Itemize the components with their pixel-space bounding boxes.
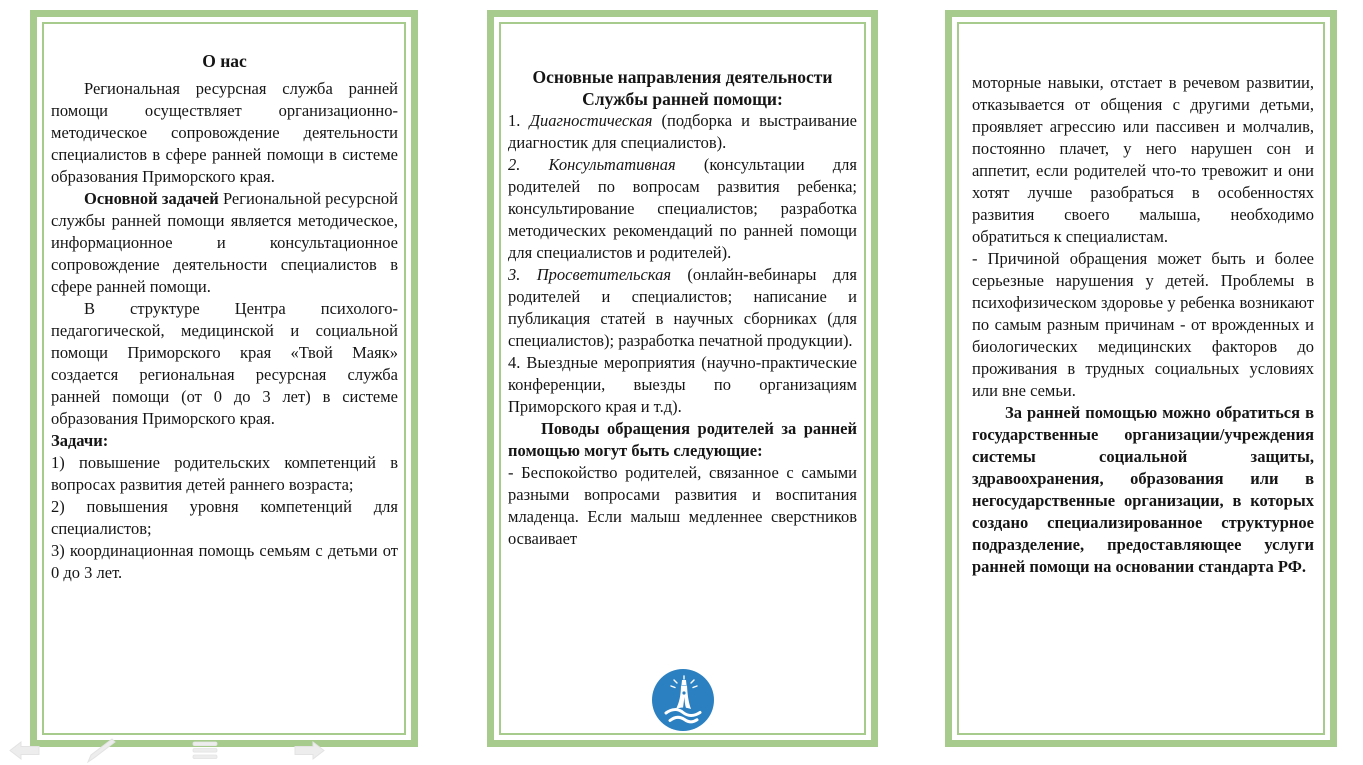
next-arrow-icon[interactable] (292, 740, 326, 761)
task-item-1: 1) повышение родительских компетенций в вопросах развития детей раннего возраста; (51, 453, 398, 494)
brochure-panel-about (30, 10, 418, 747)
lighthouse-logo-icon (652, 669, 714, 731)
task-item-2: 2) повышения уровня компетенций для специалистов; (51, 497, 398, 538)
panel-directions-content (499, 22, 866, 735)
pen-icon[interactable] (86, 738, 118, 764)
brochure-panel-contacts (945, 10, 1337, 747)
direction-item-2 (508, 154, 857, 264)
contacts-paragraph-2: - Причиной обращения может быть и более серьезные нарушения у детей. Проблемы в психофизическом здоровье у ребенка возникают по самым разным причинам - от врожденных и биологических медицинских факторов до проживания в трудных социальных условиях или вне семьи. (972, 249, 1314, 400)
direction-item-3-number: 3. (508, 265, 521, 284)
direction-item-3-term: Просветительская (536, 265, 672, 284)
reasons-title: Поводы обращения родителей за ранней помощью могут быть следующие: (508, 419, 857, 460)
contacts-paragraph-1: моторные навыки, отстает в речевом развитии, отказывается от общения с другими детьми, проявляет агрессию или пассивен и молчалив, постоянно плачет, у него нарушен сон и аппетит, если родителей что-то тревожит и они хотят лучше разобраться в особенностях развития своего малыша, необходимо обратиться к специалистам. (972, 73, 1314, 246)
panel-contacts-content (957, 22, 1325, 735)
directions-title-line1: Основные направления деятельности (532, 67, 833, 87)
reason-item: - Беспокойство родителей, связанное с самыми разными вопросами развития и воспитания младенца. Если малыш медленнее сверстников осваивает (508, 463, 857, 548)
brochure-panel-directions (487, 10, 878, 747)
about-paragraph-1: Региональная ресурсная служба ранней помощи осуществляет организационно-методическое сопровождение деятельности специалистов в сфере ранней помощи в системе образования Приморского края. (51, 79, 398, 186)
direction-item-1-number: 1. (508, 111, 521, 130)
tasks-label: Задачи: (51, 431, 109, 450)
about-paragraph-3: В структуре Центра психолого-педагогической, медицинской и социальной помощи Приморского края «Твой Маяк» создается региональная ресурсная служба ранней помощи (от 0 до 3 лет) в системе образования Приморского края. (51, 299, 398, 428)
directions-title-line2: Службы ранней помощи: (582, 89, 783, 109)
direction-item-3-text: (онлайн-вебинары для родителей и специалистов; написание и публикация статей в научных сборниках (для специалистов); разработка печатной продукции). (508, 265, 857, 350)
direction-item-1-text: (подборка и выстраивание диагностик для специалистов). (508, 111, 858, 152)
prev-arrow-icon[interactable] (8, 740, 42, 761)
about-paragraph-2-lead: Основной задачей (84, 189, 219, 208)
directions-title (508, 66, 857, 110)
direction-item-2-term: Консультативная (548, 155, 676, 174)
direction-item-4-number: 4. (508, 353, 521, 372)
menu-icon[interactable] (190, 741, 220, 760)
direction-item-4 (508, 352, 857, 418)
direction-item-1 (508, 110, 857, 154)
direction-item-3 (508, 264, 857, 352)
task-item-3: 3) координационная помощь семьям с детьми от 0 до 3 лет. (51, 541, 398, 582)
direction-item-2-text: (консультации для родителей по вопросам развития ребенка; консультирование специалистов; разработка методических рекомендаций по ранней помощи для специалистов и родителей). (508, 155, 858, 262)
contacts-paragraph-3: За ранней помощью можно обратиться в государственные организации/учреждения системы социальной защиты, здравоохранения, образования или в негосударственные организации, в которых создано специализированное структурное подразделение, предоставляющее услуги ранней помощи на основании стандарта РФ. (972, 403, 1314, 576)
panel-about-content (42, 22, 406, 735)
direction-item-1-term: Диагностическая (529, 111, 653, 130)
direction-item-2-number: 2. (508, 155, 521, 174)
about-paragraph-2 (51, 188, 398, 298)
about-paragraph-2-rest: Региональной ресурсной службы ранней помощи является методическое, информационное и консультационное сопровождение деятельности специалистов в сфере ранней помощи. (51, 189, 399, 296)
direction-item-4-text: (научно-практические конференции, выезды по организациям Приморского края и т.д). (508, 353, 857, 416)
about-title: О нас (202, 51, 247, 71)
direction-item-4-term: Выездные мероприятия (526, 353, 696, 372)
